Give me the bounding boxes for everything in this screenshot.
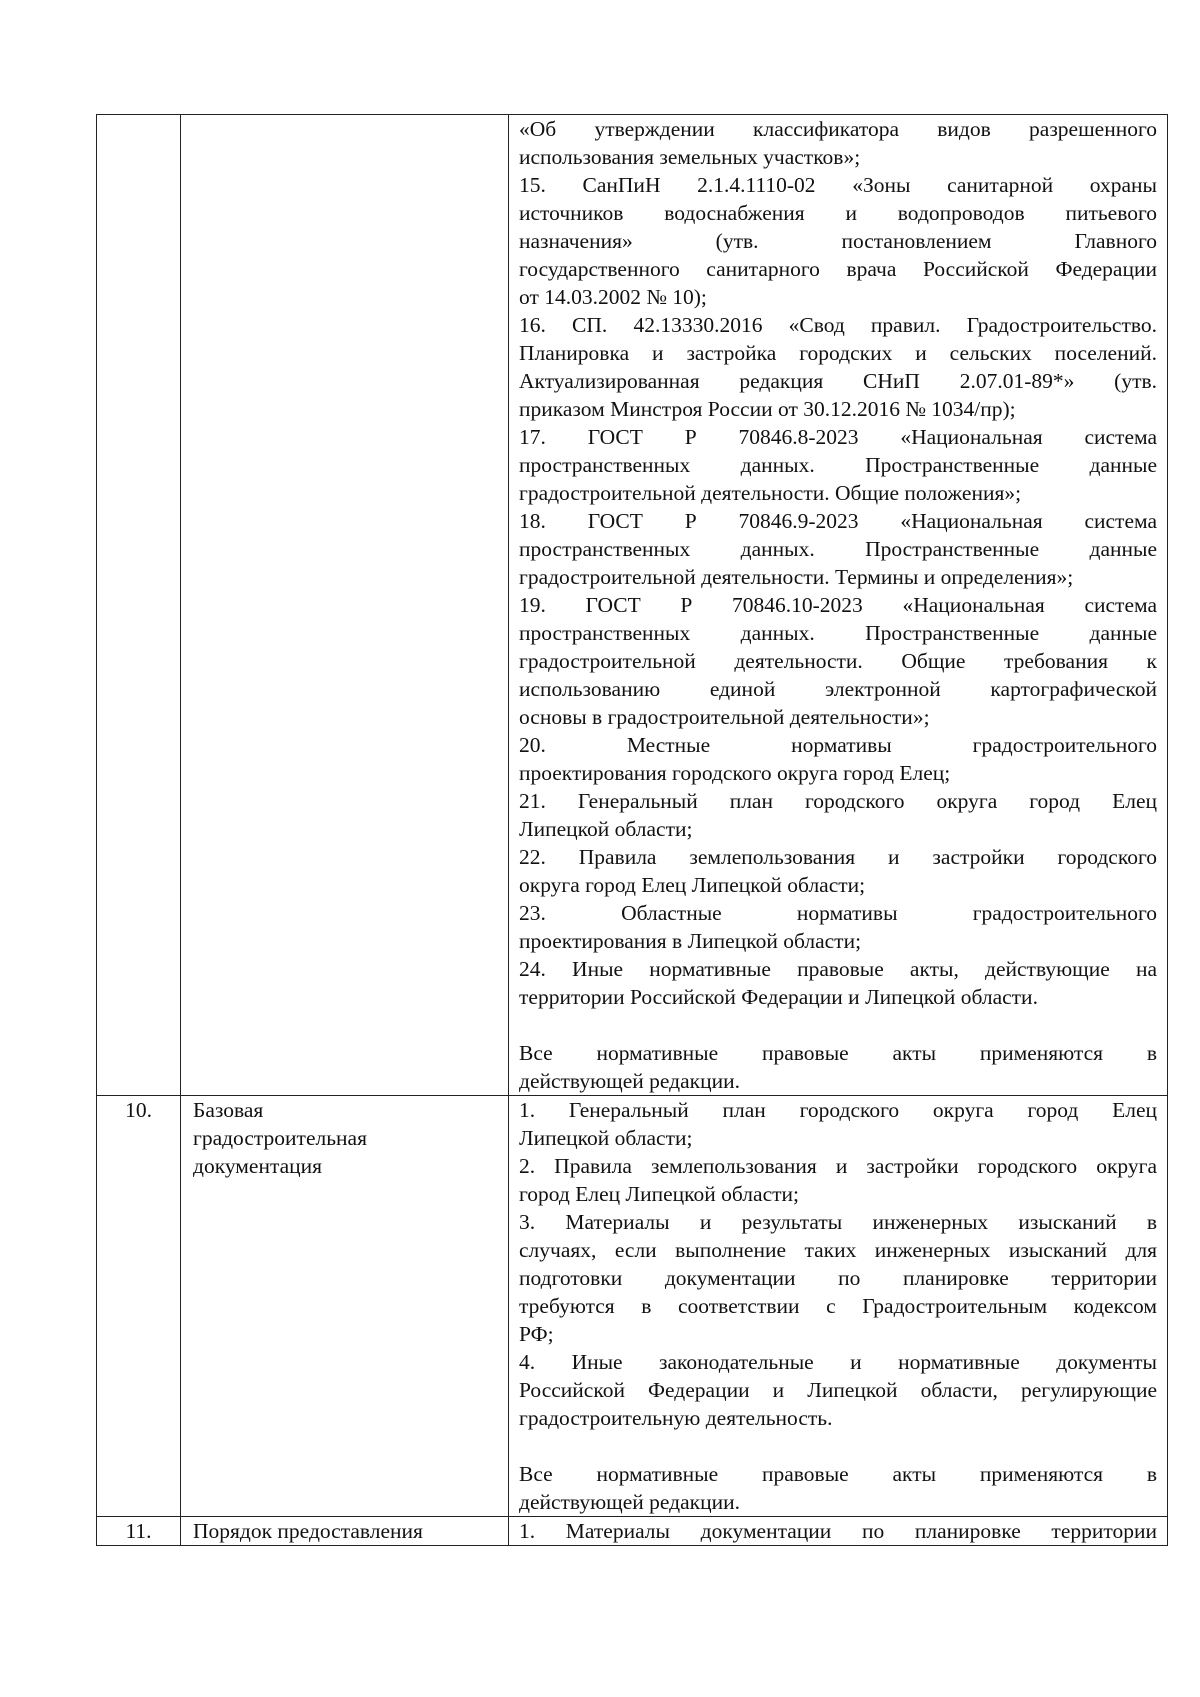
content-line: округа город Елец Липецкой области; (519, 873, 866, 897)
content-line: проектирования городского округа город Елец; (519, 761, 951, 785)
content-paragraph (519, 1096, 1157, 1152)
content-line: РФ; (519, 1322, 554, 1346)
content-line: 1. Генеральный план городского округа город Елец (519, 1098, 1157, 1122)
content-line: приказом Минстроя России от 30.12.2016 № 1034/пр); (519, 397, 1016, 421)
parameter-name-cell (181, 115, 509, 1096)
content-line: требуются в соответствии с Градостроительным кодексом (519, 1294, 1157, 1318)
content-paragraph (519, 899, 1157, 955)
content-line: пространственных данных. Пространственные данные (519, 621, 1157, 645)
content-paragraph (519, 1517, 1157, 1545)
content-paragraph (519, 1460, 1157, 1516)
parameter-content-cell (509, 1517, 1168, 1546)
table-row (97, 115, 1168, 1096)
row-number: 11. (125, 1519, 152, 1543)
content-paragraph (519, 843, 1157, 899)
content-line: Липецкой области; (519, 1126, 693, 1150)
row-number: 10. (125, 1098, 152, 1122)
table-row (97, 1517, 1168, 1546)
content-paragraph (519, 955, 1157, 1011)
content-line: источников водоснабжения и водопроводов питьевого (519, 201, 1157, 225)
content-line: государственного санитарного врача Российской Федерации (519, 257, 1157, 281)
content-line: Все нормативные правовые акты применяются в (519, 1041, 1157, 1065)
table-row (97, 1096, 1168, 1517)
content-line: пространственных данных. Пространственные данные (519, 537, 1157, 561)
content-line: 2. Правила землепользования и застройки городского округа (519, 1154, 1157, 1178)
content-line: 15. СанПиН 2.1.4.1110-02 «Зоны санитарной охраны (519, 173, 1157, 197)
content-line: использованию единой электронной картографической (519, 677, 1157, 701)
parameter-content-cell (509, 115, 1168, 1096)
content-line: действующей редакции. (519, 1490, 740, 1514)
table-body (97, 115, 1168, 1546)
content-line: 22. Правила землепользования и застройки городского (519, 845, 1157, 869)
content-line: действующей редакции. (519, 1069, 740, 1093)
content-line: город Елец Липецкой области; (519, 1182, 799, 1206)
parameter-name-cell (181, 1517, 509, 1546)
row-number-cell (97, 1517, 181, 1546)
content-line: случаях, если выполнение таких инженерных изысканий для (519, 1238, 1157, 1262)
content-line: основы в градостроительной деятельности»; (519, 705, 930, 729)
parameter-content-cell (509, 1096, 1168, 1517)
content-paragraph (519, 311, 1157, 423)
content-line: 23. Областные нормативы градостроительного (519, 901, 1157, 925)
content-paragraph (519, 1208, 1157, 1348)
content-line: градостроительной деятельности. Общие требования к (519, 649, 1157, 673)
content-paragraph (519, 731, 1157, 787)
content-line: 20. Местные нормативы градостроительного (519, 733, 1157, 757)
content-line: пространственных данных. Пространственные данные (519, 453, 1157, 477)
content-line: 18. ГОСТ Р 70846.9-2023 «Национальная система (519, 509, 1157, 533)
content-line: проектирования в Липецкой области; (519, 929, 862, 953)
content-paragraph (519, 171, 1157, 311)
content-line: 21. Генеральный план городского округа город Елец (519, 789, 1157, 813)
requirements-table (96, 114, 1168, 1546)
content-line: Все нормативные правовые акты применяются в (519, 1462, 1157, 1486)
content-line: территории Российской Федерации и Липецкой области. (519, 985, 1038, 1009)
parameter-name-line: Базовая (193, 1098, 264, 1122)
row-number-cell (97, 115, 181, 1096)
content-line: 1. Материалы документации по планировке территории (519, 1519, 1157, 1543)
content-line: назначения» (утв. постановлением Главного (519, 229, 1157, 253)
content-paragraph (519, 1039, 1157, 1095)
parameter-name-cell (181, 1096, 509, 1517)
content-line: подготовки документации по планировке территории (519, 1266, 1157, 1290)
parameter-name-line: Порядок предоставления (193, 1519, 423, 1543)
content-line: 24. Иные нормативные правовые акты, действующие на (519, 957, 1157, 981)
content-line: Планировка и застройка городских и сельских поселений. (519, 341, 1157, 365)
content-paragraph (519, 507, 1157, 591)
paragraph-gap (519, 1432, 1157, 1460)
content-line: 4. Иные законодательные и нормативные документы (519, 1350, 1157, 1374)
content-line: использования земельных участков»; (519, 145, 861, 169)
content-line: «Об утверждении классификатора видов разрешенного (519, 117, 1157, 141)
content-line: 3. Материалы и результаты инженерных изысканий в (519, 1210, 1157, 1234)
content-paragraph (519, 423, 1157, 507)
content-line: 17. ГОСТ Р 70846.8-2023 «Национальная система (519, 425, 1157, 449)
content-paragraph (519, 787, 1157, 843)
paragraph-gap (519, 1011, 1157, 1039)
content-line: Российской Федерации и Липецкой области, регулирующие (519, 1378, 1157, 1402)
parameter-name-line: градостроительная (193, 1126, 367, 1150)
content-line: Актуализированная редакция СНиП 2.07.01-89*» (утв. (519, 369, 1157, 393)
content-line: градостроительной деятельности. Термины и определения»; (519, 565, 1074, 589)
content-line: 16. СП. 42.13330.2016 «Свод правил. Градостроительство. (519, 313, 1157, 337)
row-number-cell (97, 1096, 181, 1517)
content-line: от 14.03.2002 № 10); (519, 285, 707, 309)
content-paragraph (519, 115, 1157, 171)
parameter-name-line: документация (193, 1154, 323, 1178)
content-line: градостроительную деятельность. (519, 1406, 833, 1430)
content-line: градостроительной деятельности. Общие положения»; (519, 481, 1022, 505)
content-line: 19. ГОСТ Р 70846.10-2023 «Национальная система (519, 593, 1157, 617)
content-paragraph (519, 1152, 1157, 1208)
content-paragraph (519, 591, 1157, 731)
content-paragraph (519, 1348, 1157, 1432)
content-line: Липецкой области; (519, 817, 693, 841)
